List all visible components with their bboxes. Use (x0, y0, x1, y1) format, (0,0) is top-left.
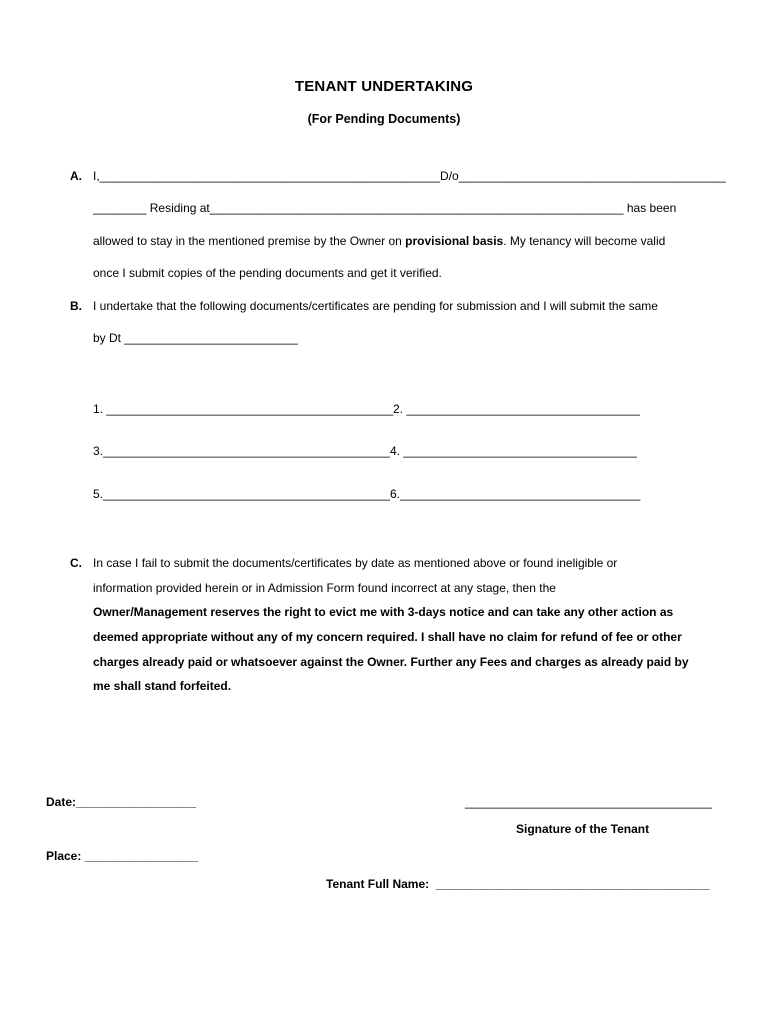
signature-label: Signature of the Tenant (516, 822, 650, 836)
document-item-6: 6.____________________________________ (390, 487, 641, 501)
section-a-line-4: once I submit copies of the pending documents and get it verified. (93, 266, 442, 280)
section-a-line-3-pre: allowed to stay in the mentioned premise by the Owner on (93, 234, 406, 248)
section-c-marker: C. (70, 556, 82, 570)
section-b-marker: B. (70, 299, 82, 313)
section-b-line-2: by Dt __________________________ (93, 331, 298, 345)
document-item-1: 1. ___________________________________________ (93, 402, 394, 416)
section-c-line-3: Owner/Management reserves the right to evict me with 3-days notice and can take any other action as (93, 605, 674, 619)
place-field: Place: _________________ (46, 849, 199, 863)
section-a-marker: A. (70, 169, 82, 183)
document-item-2: 2. ___________________________________ (393, 402, 640, 416)
signature-line: _____________________________________ (465, 795, 712, 809)
date-field: Date:__________________ (46, 795, 197, 809)
document-item-4: 4. ___________________________________ (390, 444, 637, 458)
document-title: TENANT UNDERTAKING (294, 78, 474, 95)
section-a-line-2: ________ Residing at______________________________________________________________ has been (93, 201, 677, 215)
document-subtitle: (For Pending Documents) (307, 112, 461, 126)
section-c-line-6: me shall stand forfeited. (93, 679, 232, 693)
section-a-line-3-post: . My tenancy will become valid (503, 234, 666, 248)
provisional-basis-text: provisional basis (405, 234, 504, 248)
section-b-line-1: I undertake that the following documents/certificates are pending for submission and I will submit the same (93, 299, 658, 313)
section-c-line-2: information provided herein or in Admission Form found incorrect at any stage, then the (93, 581, 556, 595)
document-item-3: 3.___________________________________________ (93, 444, 390, 458)
tenant-full-name-field: Tenant Full Name: _________________________________________ (326, 877, 710, 891)
section-a-line-1: I,___________________________________________________D/o________________________________________ (93, 169, 726, 183)
section-c-line-5: charges already paid or whatsoever against the Owner. Further any Fees and charges as already paid by (93, 655, 689, 669)
section-a-line-3 (93, 233, 665, 249)
document-item-5: 5.___________________________________________ (93, 487, 390, 501)
section-c-line-4: deemed appropriate without any of my concern required. I shall have no claim for refund of fee or other (93, 630, 682, 644)
section-c-line-1: In case I fail to submit the documents/certificates by date as mentioned above or found ineligible or (93, 556, 618, 570)
